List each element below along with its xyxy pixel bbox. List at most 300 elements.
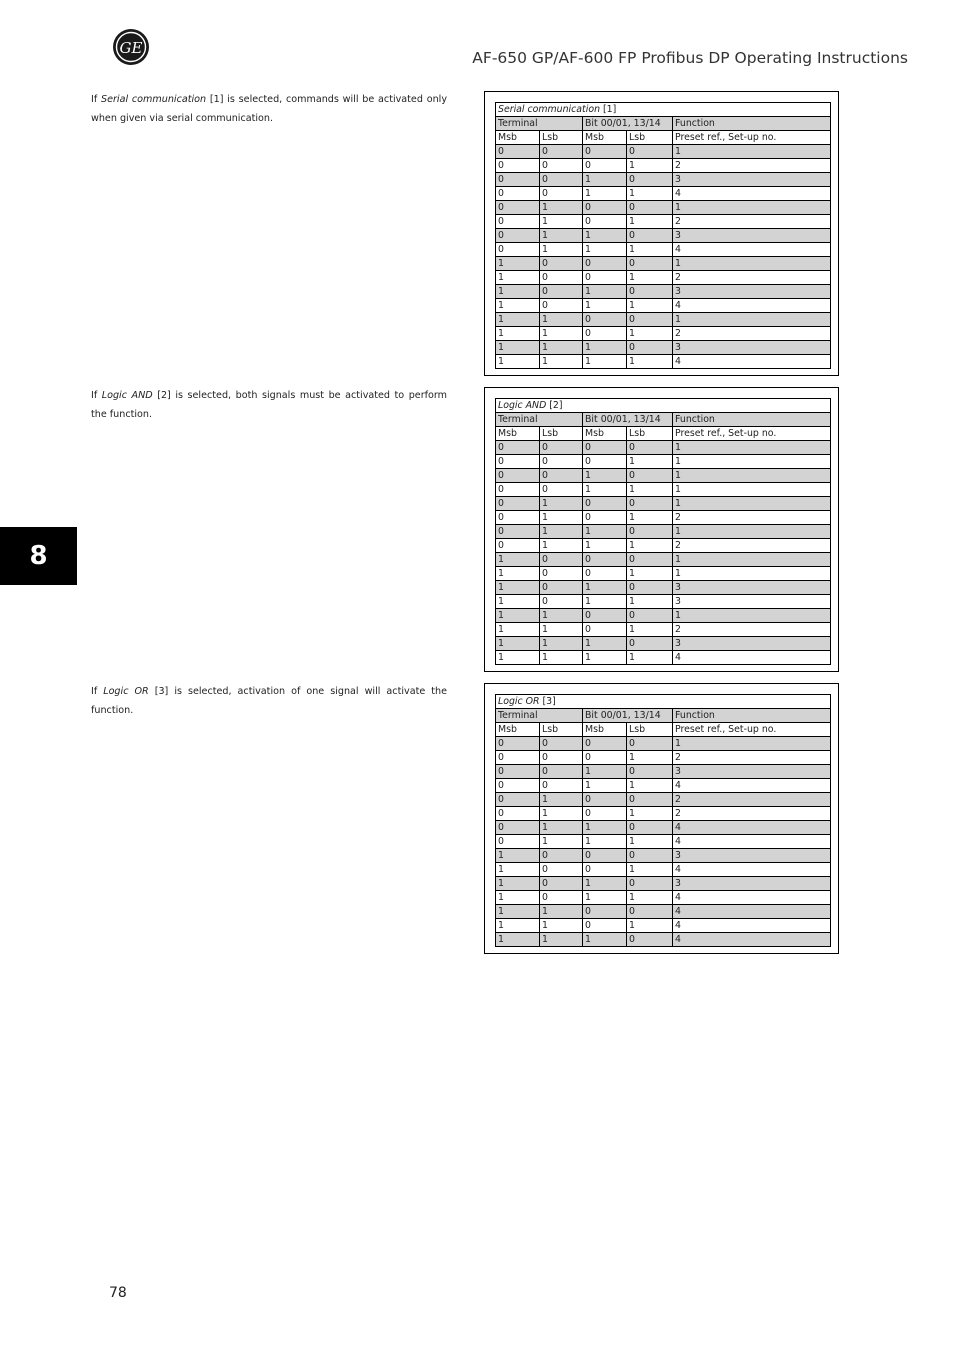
table-cell: 1 [496,651,540,665]
table-cell: 4 [673,919,831,933]
table-cell: 0 [496,145,540,159]
table-cell: 0 [496,201,540,215]
table-cell: 1 [627,215,673,229]
table-cell: 0 [583,201,627,215]
table-row [496,793,831,807]
table-cell: 0 [627,553,673,567]
table-cell: 1 [540,651,583,665]
table-cell: 1 [673,257,831,271]
table-cell: 1 [496,863,540,877]
table-cell: 0 [627,285,673,299]
table-cell: 0 [583,455,627,469]
logic-or-table-box [484,683,839,954]
table-caption-row [496,103,831,117]
table-cell: 1 [627,271,673,285]
table-row [496,327,831,341]
table-cell: 0 [627,469,673,483]
table-cell: 0 [540,187,583,201]
table-subheader-row [496,427,831,441]
column-header: Lsb [627,427,673,441]
table-cell: 0 [540,581,583,595]
table-row [496,821,831,835]
table-subheader-row [496,723,831,737]
table-cell: 0 [583,159,627,173]
table-cell: 0 [496,511,540,525]
table-cell: 1 [496,553,540,567]
table-cell: 0 [627,173,673,187]
table-cell: 1 [540,793,583,807]
table-cell: 1 [496,905,540,919]
table-cell: 0 [496,455,540,469]
table-cell: 0 [540,849,583,863]
table-cell: 0 [496,751,540,765]
table-cell: 1 [583,595,627,609]
table-cell: 0 [496,469,540,483]
table-cell: 3 [673,285,831,299]
table-cell: 2 [673,807,831,821]
table-row [496,779,831,793]
table-cell: 0 [496,229,540,243]
table-row [496,257,831,271]
table-cell: 1 [496,581,540,595]
table-cell: 0 [583,609,627,623]
column-group-header: Function [673,413,831,427]
table-cell: 0 [540,285,583,299]
table-cell: 0 [583,271,627,285]
table-cell: 3 [673,229,831,243]
table-cell: 4 [673,243,831,257]
page-number: 78 [109,1285,127,1301]
table-cell: 4 [673,863,831,877]
table-cell: 0 [627,257,673,271]
table-cell: 1 [583,355,627,369]
table-row [496,313,831,327]
table-row [496,525,831,539]
column-group-header: Bit 00/01, 13/14 [583,709,673,723]
table-row [496,341,831,355]
table-cell: 0 [583,145,627,159]
table-cell: 0 [540,553,583,567]
column-header: Lsb [540,131,583,145]
table-row [496,765,831,779]
table-cell: 1 [540,821,583,835]
table-cell: 1 [540,835,583,849]
table-cell: 0 [583,793,627,807]
table-cell: 1 [627,355,673,369]
table-cell: 2 [673,327,831,341]
table-cell: 1 [627,539,673,553]
table-row [496,145,831,159]
table-cell: 0 [583,751,627,765]
column-group-header: Terminal [496,709,583,723]
table-cell: 0 [496,737,540,751]
table-row [496,553,831,567]
table-cell: 3 [673,581,831,595]
table-cell: 0 [583,441,627,455]
table-cell: 1 [540,497,583,511]
logic-and-table [495,398,831,665]
table-row [496,637,831,651]
table-cell: 0 [496,779,540,793]
column-group-header: Bit 00/01, 13/14 [583,413,673,427]
table-cell: 0 [583,215,627,229]
table-cell: 1 [496,271,540,285]
table-row [496,651,831,665]
table-cell: 1 [627,891,673,905]
column-group-header: Function [673,709,831,723]
table-row [496,595,831,609]
table-cell: 1 [627,299,673,313]
table-cell: 0 [627,793,673,807]
table-cell: 0 [627,341,673,355]
table-cell: 0 [627,581,673,595]
table-row [496,623,831,637]
table-cell: 0 [496,497,540,511]
table-row [496,751,831,765]
table-cell: 0 [496,187,540,201]
ge-logo-text: GE [119,39,143,57]
table-cell: 0 [583,919,627,933]
table-cell: 1 [496,355,540,369]
table-cell: 1 [583,173,627,187]
table-row [496,567,831,581]
column-header: Preset ref., Set-up no. [673,427,831,441]
table-row [496,299,831,313]
table-row [496,469,831,483]
table-cell: 1 [496,595,540,609]
column-group-header: Bit 00/01, 13/14 [583,117,673,131]
table-cell: 1 [583,525,627,539]
table-cell: 0 [540,257,583,271]
table-cell: 1 [673,609,831,623]
table-cell: 1 [627,751,673,765]
table-cell: 1 [627,919,673,933]
logic-or-paragraph: If Logic OR [3] is selected, activation of one signal will activate the function. [91,686,447,716]
table-cell: 1 [496,623,540,637]
table-cell: 1 [583,765,627,779]
table-cell: 1 [540,243,583,257]
table-cell: 1 [673,567,831,581]
column-header: Preset ref., Set-up no. [673,131,831,145]
table-cell: 1 [540,637,583,651]
chapter-tab: 8 [0,527,77,585]
table-cell: 0 [496,821,540,835]
logic-and-paragraph: If Logic AND [2] is selected, both signals must be activated to perform the function. [91,390,448,420]
table-row [496,455,831,469]
table-cell: 1 [540,201,583,215]
table-cell: 0 [627,877,673,891]
table-cell: 1 [583,637,627,651]
table-cell: 0 [627,933,673,947]
table-row [496,905,831,919]
table-cell: 1 [540,807,583,821]
table-cell: 3 [673,849,831,863]
table-cell: 1 [627,863,673,877]
table-row [496,497,831,511]
table-header-row [496,709,831,723]
table-caption-row [496,695,831,709]
table-cell: 0 [627,441,673,455]
table-cell: 3 [673,595,831,609]
table-cell: 1 [583,933,627,947]
table-cell: 4 [673,905,831,919]
table-row [496,173,831,187]
table-cell: 1 [627,779,673,793]
table-cell: 4 [673,187,831,201]
table-cell: 3 [673,877,831,891]
table-cell: 2 [673,271,831,285]
table-cell: 0 [627,905,673,919]
table-cell: 1 [496,257,540,271]
table-cell: 1 [540,919,583,933]
table-cell: 0 [627,637,673,651]
table-cell: 1 [673,525,831,539]
table-cell: 2 [673,751,831,765]
table-cell: 1 [673,469,831,483]
table-row [496,285,831,299]
table-cell: 0 [540,567,583,581]
table-cell: 1 [673,497,831,511]
column-header: Msb [583,131,627,145]
table-cell: 3 [673,637,831,651]
table-cell: 1 [583,483,627,497]
table-cell: 1 [540,539,583,553]
table-row [496,159,831,173]
table-cell: 0 [540,765,583,779]
table-cell: 0 [540,483,583,497]
table-row [496,201,831,215]
table-cell: 1 [540,623,583,637]
table-cell: 0 [627,497,673,511]
table-cell: 0 [540,145,583,159]
table-cell: 0 [540,299,583,313]
table-cell: 1 [627,243,673,257]
table-cell: 0 [583,327,627,341]
table-cell: 2 [673,159,831,173]
table-cell: 0 [540,891,583,905]
table-cell: 0 [583,553,627,567]
table-cell: 1 [496,891,540,905]
table-cell: 1 [627,455,673,469]
table-cell: 1 [673,441,831,455]
serial-communication-paragraph: If Serial communication [1] is selected, commands will be activated only when given via serial communication. [91,94,447,124]
table-cell: 1 [540,609,583,623]
column-header: Msb [496,723,540,737]
logic-and-table-box [484,387,839,672]
column-header: Lsb [540,427,583,441]
table-cell: 1 [496,313,540,327]
table-cell: 0 [540,441,583,455]
table-cell: 1 [540,313,583,327]
table-cell: 3 [673,173,831,187]
table-cell: 1 [627,651,673,665]
table-cell: 0 [540,159,583,173]
table-cell: 0 [540,863,583,877]
table-cell: 4 [673,651,831,665]
table-row [496,187,831,201]
table-cell: 0 [627,737,673,751]
column-header: Msb [583,723,627,737]
table-row [496,863,831,877]
table-cell: 1 [673,145,831,159]
table-row [496,229,831,243]
column-header: Preset ref., Set-up no. [673,723,831,737]
table-cell: 0 [627,145,673,159]
table-cell: 3 [673,765,831,779]
table-cell: 1 [496,567,540,581]
column-group-header: Function [673,117,831,131]
serial-communication-table [495,102,831,369]
table-cell: 0 [583,497,627,511]
table-cell: 1 [540,355,583,369]
table-row [496,609,831,623]
table-cell: 0 [627,313,673,327]
table-cell: 1 [583,299,627,313]
table-cell: 1 [583,891,627,905]
table-cell: 1 [627,807,673,821]
table-cell: 1 [583,469,627,483]
table-cell: 1 [540,525,583,539]
table-cell: 0 [583,257,627,271]
table-cell: 1 [496,933,540,947]
table-cell: 0 [540,455,583,469]
table-cell: 0 [627,821,673,835]
table-row [496,539,831,553]
table-subheader-row [496,131,831,145]
table-cell: 0 [583,849,627,863]
table-caption: Logic AND [2] [496,399,831,413]
table-cell: 1 [496,299,540,313]
table-cell: 4 [673,891,831,905]
table-row [496,243,831,257]
table-cell: 1 [627,623,673,637]
document-title: AF-650 GP/AF-600 FP Profibus DP Operating Instructions [472,49,908,67]
table-cell: 0 [627,525,673,539]
table-cell: 1 [673,737,831,751]
table-cell: 1 [673,553,831,567]
table-cell: 0 [627,765,673,779]
table-cell: 4 [673,821,831,835]
table-cell: 1 [540,933,583,947]
table-row [496,215,831,229]
table-cell: 4 [673,355,831,369]
table-cell: 1 [583,285,627,299]
table-cell: 0 [496,243,540,257]
table-cell: 1 [627,187,673,201]
table-cell: 1 [627,327,673,341]
table-cell: 2 [673,539,831,553]
table-row [496,483,831,497]
table-cell: 0 [540,173,583,187]
column-header: Lsb [627,723,673,737]
table-cell: 1 [540,229,583,243]
table-cell: 1 [540,341,583,355]
table-cell: 1 [583,877,627,891]
table-row [496,933,831,947]
table-cell: 1 [583,581,627,595]
table-cell: 0 [540,469,583,483]
table-cell: 0 [627,201,673,215]
table-cell: 4 [673,779,831,793]
table-cell: 1 [673,201,831,215]
table-row [496,835,831,849]
serial-communication-table-box [484,91,839,376]
table-cell: 1 [673,313,831,327]
table-cell: 1 [540,215,583,229]
table-cell: 0 [496,441,540,455]
table-row [496,919,831,933]
table-cell: 1 [583,187,627,201]
table-caption: Logic OR [3] [496,695,831,709]
table-cell: 0 [540,737,583,751]
table-cell: 1 [627,595,673,609]
table-cell: 0 [496,173,540,187]
table-caption: Serial communication [1] [496,103,831,117]
table-row [496,581,831,595]
table-cell: 1 [583,821,627,835]
table-row [496,441,831,455]
logic-or-table [495,694,831,947]
table-cell: 0 [583,807,627,821]
table-cell: 0 [540,271,583,285]
table-cell: 0 [540,877,583,891]
table-row [496,891,831,905]
table-cell: 4 [673,835,831,849]
column-header: Lsb [540,723,583,737]
table-cell: 0 [627,609,673,623]
table-cell: 1 [673,455,831,469]
table-cell: 1 [673,483,831,497]
table-cell: 3 [673,341,831,355]
table-cell: 0 [496,807,540,821]
table-cell: 1 [583,651,627,665]
table-cell: 2 [673,623,831,637]
table-cell: 1 [496,285,540,299]
table-cell: 0 [583,313,627,327]
table-cell: 0 [496,765,540,779]
table-cell: 1 [496,919,540,933]
table-row [496,355,831,369]
column-header: Lsb [627,131,673,145]
table-cell: 0 [627,849,673,863]
column-header: Msb [496,427,540,441]
table-cell: 1 [583,539,627,553]
table-cell: 1 [540,511,583,525]
table-cell: 0 [540,595,583,609]
table-row [496,877,831,891]
table-cell: 0 [496,525,540,539]
table-cell: 1 [496,877,540,891]
table-cell: 0 [540,779,583,793]
table-cell: 0 [496,483,540,497]
table-row [496,737,831,751]
table-cell: 1 [627,511,673,525]
table-cell: 1 [627,159,673,173]
table-cell: 1 [583,835,627,849]
column-header: Msb [496,131,540,145]
table-cell: 1 [496,327,540,341]
table-row [496,271,831,285]
ge-logo-icon [112,28,150,66]
table-header-row [496,117,831,131]
table-cell: 0 [583,623,627,637]
table-cell: 0 [583,863,627,877]
table-cell: 2 [673,215,831,229]
table-row [496,511,831,525]
table-cell: 1 [540,327,583,341]
table-cell: 1 [496,849,540,863]
table-cell: 0 [496,215,540,229]
